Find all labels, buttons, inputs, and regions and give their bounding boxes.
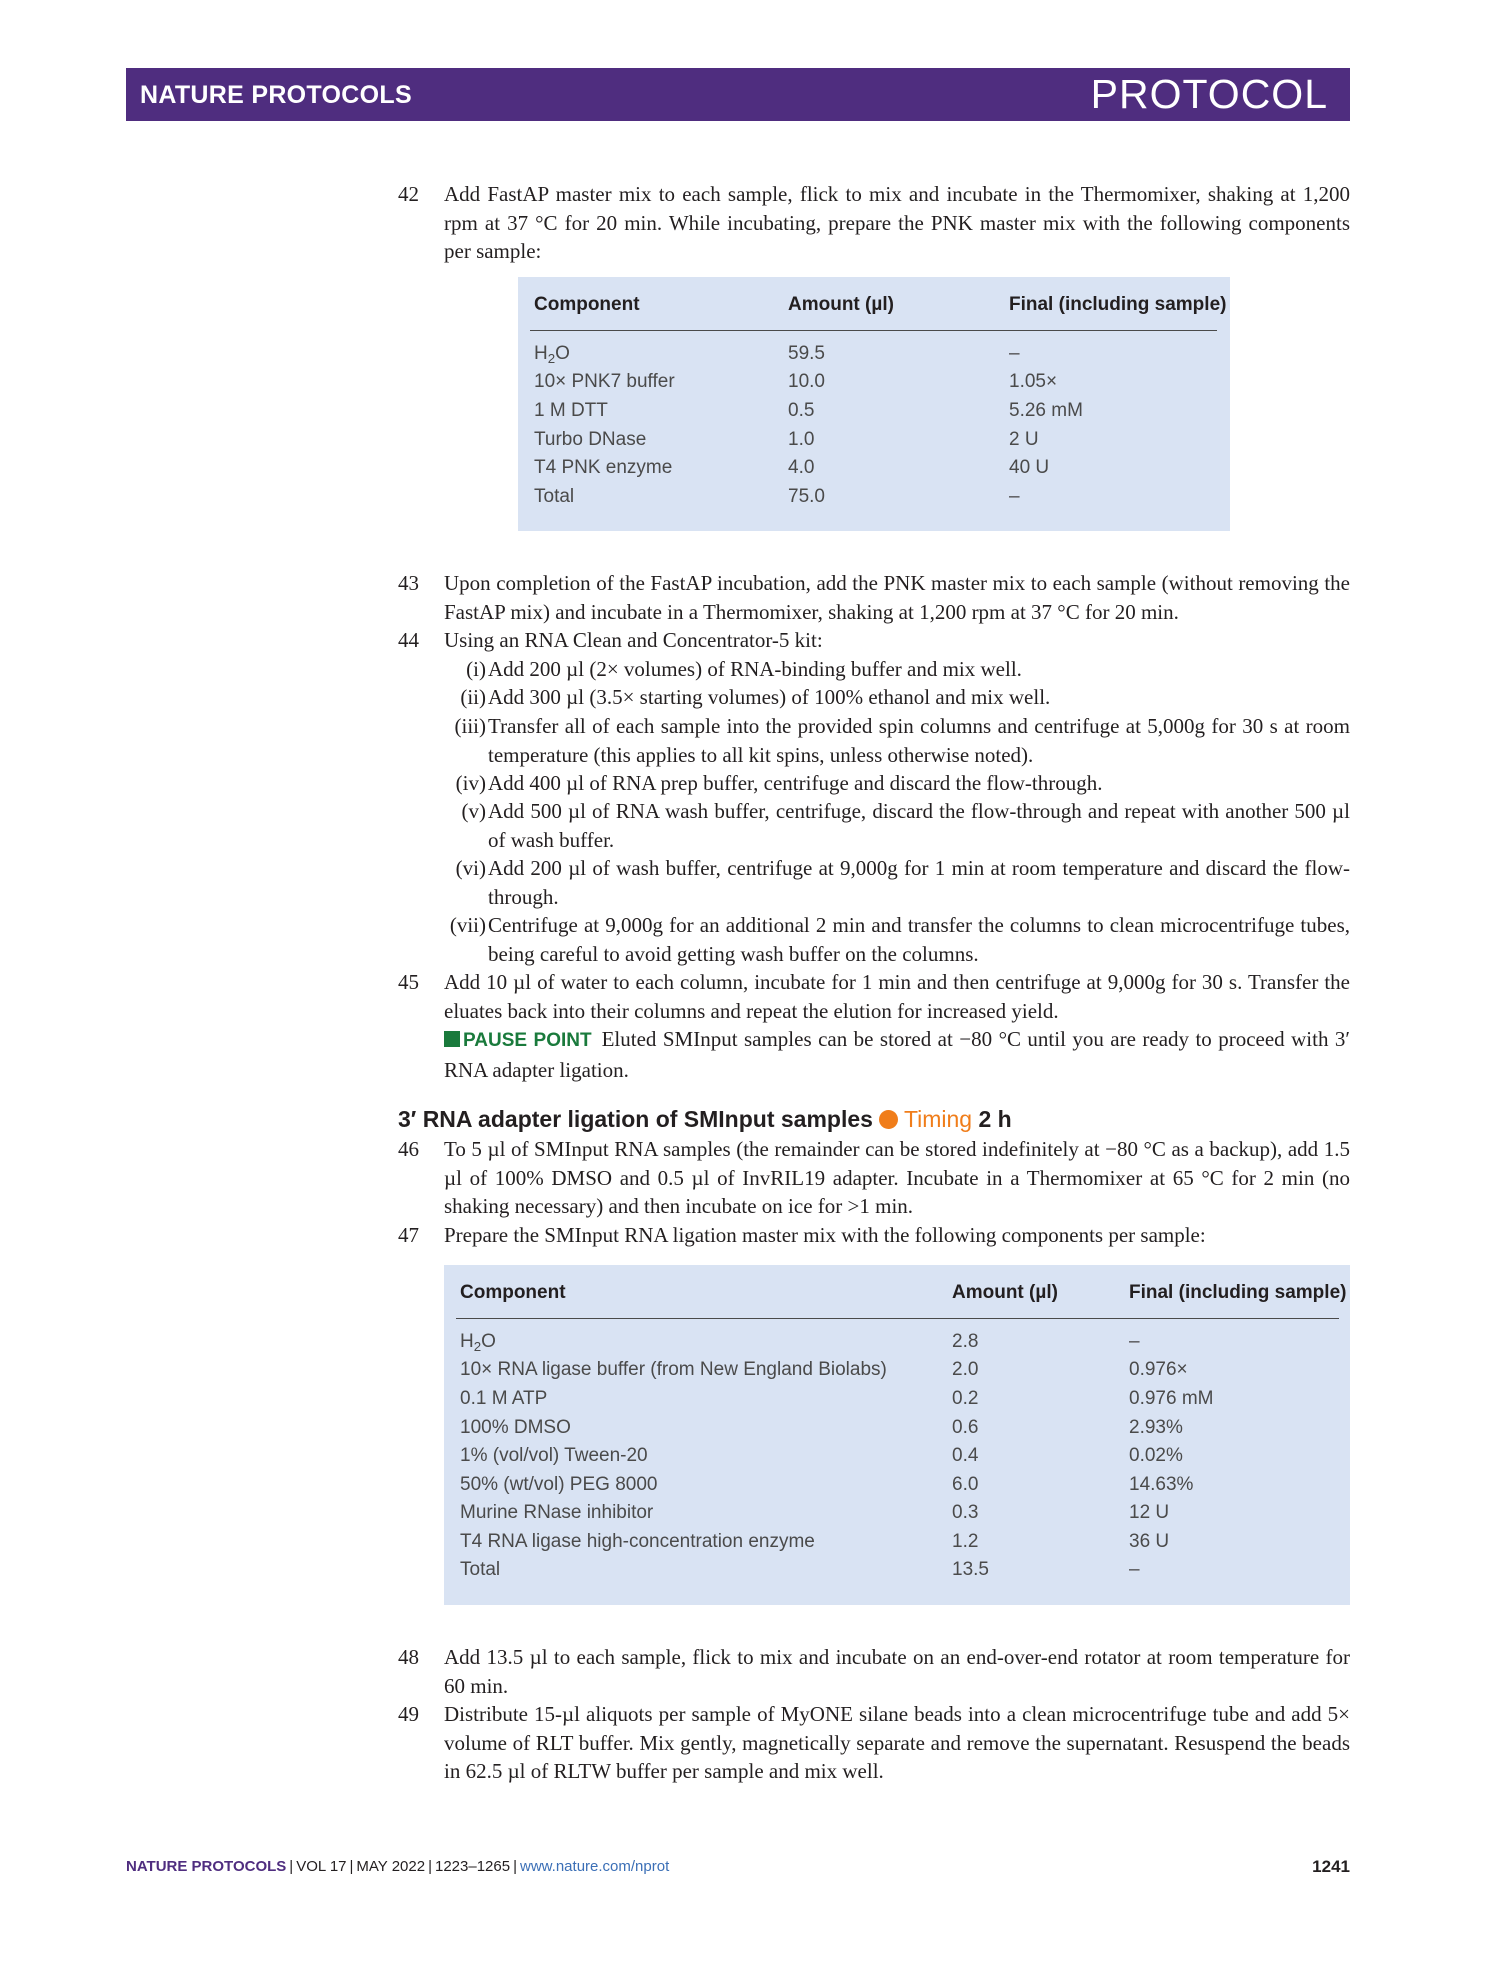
cell-component: 10× RNA ligase buffer (from New England Biolabs) (460, 1359, 887, 1380)
substep-ii (438, 683, 1350, 712)
journal-header-bar (126, 68, 1350, 121)
cell-component: Total (460, 1559, 501, 1580)
cell-amount: 75.0 (788, 486, 825, 507)
step-42 (398, 180, 1350, 266)
cell-amount: 13.5 (952, 1559, 989, 1580)
cell-component: T4 PNK enzyme (534, 457, 673, 478)
cell-component: Turbo DNase (534, 429, 647, 450)
table-header-rule (530, 330, 1217, 331)
step-47 (398, 1221, 1350, 1250)
table-header-final: Final (including sample) (1129, 1282, 1347, 1303)
table-header-rule (456, 1318, 1339, 1319)
cell-amount: 0.3 (952, 1502, 979, 1523)
timing-value: 2 h (978, 1106, 1012, 1132)
step-number: 49 (398, 1702, 419, 1726)
cell-amount: 2.0 (952, 1359, 979, 1380)
section-title-text: 3′ RNA adapter ligation of SMInput samples (398, 1106, 873, 1132)
timing-dot-icon (879, 1110, 898, 1129)
step-46 (398, 1135, 1350, 1221)
cell-amount: 59.5 (788, 343, 825, 364)
pause-point-text: Eluted SMInput samples can be stored at −80 °C until you are ready to proceed with 3′ RNA adapter ligation. (444, 1027, 1350, 1082)
cell-component: 0.1 M ATP (460, 1388, 548, 1409)
footer-journal: NATURE PROTOCOLS (126, 1858, 287, 1875)
substep-text: Transfer all of each sample into the provided spin columns and centrifuge at 5,000g for 30 s at room temperature (this applies to all kit spins, unless otherwise noted). (488, 714, 1350, 767)
section-heading (398, 1106, 1012, 1133)
step-45 (398, 968, 1350, 1025)
substep-text: Add 200 µl (2× volumes) of RNA-binding buffer and mix well. (488, 657, 1022, 681)
substep-iv (438, 769, 1350, 798)
footer-pages: 1223–1265 (435, 1858, 511, 1875)
footer-date: MAY 2022 (356, 1858, 426, 1875)
substep-label: (iii) (454, 714, 486, 738)
cell-component: 10× PNK7 buffer (534, 371, 675, 392)
step-text: Add 13.5 µl to each sample, flick to mix and incubate on an end-over-end rotator at room temperature for 60 min. (444, 1645, 1350, 1698)
step-text: Distribute 15-µl aliquots per sample of MyONE silane beads into a clean microcentrifuge tube and add 5× volume of RLT buffer. Mix gently, magnetically separate and remove the supernatant. Resuspend the beads in 62.5 µl of RLTW buffer per sample and mix well. (444, 1702, 1350, 1783)
cell-component: $H_2O$ (460, 1331, 496, 1354)
step-text: To 5 µl of SMInput RNA samples (the remainder can be stored indefinitely at −80 °C as a backup), add 1.5 µl of 100% DMSO and 0.5 µl of InvRIL19 adapter. Incubate in a Thermomixer at 65 °C for 2 min (no shaking necessary) and then incubate on ice for >1 min. (444, 1137, 1350, 1218)
substep-text: Add 200 µl of wash buffer, centrifuge at 9,000g for 1 min at room temperature and discard the flow-through. (488, 856, 1350, 909)
step-number: 48 (398, 1645, 419, 1669)
substep-i (438, 655, 1350, 684)
step-text: Add FastAP master mix to each sample, flick to mix and incubate in the Thermomixer, shaking at 1,200 rpm at 37 °C for 20 min. While incubating, prepare the PNK master mix with the following components per sample: (444, 182, 1350, 263)
cell-amount: 0.2 (952, 1388, 979, 1409)
pnk-master-mix-table (518, 277, 1230, 531)
cell-component: 50% (wt/vol) PEG 8000 (460, 1474, 658, 1495)
cell-final: – (1009, 486, 1020, 507)
step-number: 42 (398, 182, 419, 206)
pause-point-note (398, 1025, 1350, 1084)
substep-vi (438, 854, 1350, 911)
cell-component: 1 M DTT (534, 400, 608, 421)
cell-amount: 4.0 (788, 457, 815, 478)
cell-amount: 2.8 (952, 1331, 979, 1352)
cell-amount: 0.4 (952, 1445, 979, 1466)
substep-label: (ii) (460, 685, 486, 709)
step-number: 44 (398, 628, 419, 652)
cell-final: 0.976 mM (1129, 1388, 1214, 1409)
timing-label: Timing (903, 1106, 973, 1132)
substep-text: Centrifuge at 9,000g for an additional 2 min and transfer the columns to clean microcentrifuge tubes, being careful to avoid getting wash buffer on the columns. (488, 913, 1350, 966)
cell-component: 1% (vol/vol) Tween-20 (460, 1445, 648, 1466)
substep-vii (438, 911, 1350, 968)
substep-text: Add 300 µl (3.5× starting volumes) of 100% ethanol and mix well. (488, 685, 1051, 709)
substep-text: Add 400 µl of RNA prep buffer, centrifuge and discard the flow-through. (488, 771, 1103, 795)
cell-amount: 1.2 (952, 1531, 979, 1552)
table-header-component: Component (534, 294, 640, 315)
step-number: 45 (398, 970, 419, 994)
substep-label: (i) (466, 657, 486, 681)
journal-name: NATURE PROTOCOLS (140, 81, 412, 109)
cell-final: 2 U (1009, 429, 1039, 450)
cell-final: 5.26 mM (1009, 400, 1083, 421)
cell-final: 12 U (1129, 1502, 1170, 1523)
cell-final: 36 U (1129, 1531, 1170, 1552)
footer-volume: VOL 17 (296, 1858, 347, 1875)
step-49 (398, 1700, 1350, 1786)
step-44 (398, 626, 1350, 655)
substep-v (438, 797, 1350, 854)
page-footer: NATURE PROTOCOLS | VOL 17 | MAY 2022 | 1223–1265 | www.nature.com/nprot (126, 1858, 670, 1875)
table-header-component: Component (460, 1282, 566, 1303)
cell-amount: 1.0 (788, 429, 815, 450)
substep-label: (vi) (455, 856, 486, 880)
substep-iii (438, 712, 1350, 769)
cell-component: Total (534, 486, 575, 507)
cell-final: 1.05× (1009, 371, 1058, 392)
step-48 (398, 1643, 1350, 1700)
cell-final: 14.63% (1129, 1474, 1194, 1495)
cell-final: – (1129, 1331, 1140, 1352)
page-number: 1241 (1312, 1857, 1350, 1876)
cell-component: T4 RNA ligase high-concentration enzyme (460, 1531, 815, 1552)
cell-amount: 6.0 (952, 1474, 979, 1495)
pause-point-label: PAUSE POINT (463, 1030, 592, 1051)
cell-amount: 0.5 (788, 400, 815, 421)
footer-url-link[interactable]: www.nature.com/nprot (520, 1858, 670, 1875)
cell-final: 0.976× (1129, 1359, 1188, 1380)
step-43 (398, 569, 1350, 626)
step-number: 47 (398, 1223, 419, 1247)
substep-label: (vii) (449, 913, 486, 937)
step-text: Using an RNA Clean and Concentrator-5 kit: (444, 628, 823, 652)
substep-label: (v) (461, 799, 486, 823)
cell-final: – (1009, 343, 1020, 364)
table-header-final: Final (including sample) (1009, 294, 1227, 315)
ligation-master-mix-table (444, 1265, 1350, 1605)
cell-amount: 0.6 (952, 1417, 979, 1438)
step-text (444, 968, 1350, 1025)
article-type: PROTOCOL (1090, 71, 1328, 117)
step-45-main-text: Add 10 µl of water to each column, incubate for 1 min and then centrifuge at 9,000g for 30 s. Transfer the eluates back into their columns and repeat the elution for increased yield. (444, 970, 1350, 1023)
substep-text: Add 500 µl of RNA wash buffer, centrifuge, discard the flow-through and repeat with another 500 µl of wash buffer. (488, 799, 1350, 852)
substep-label: (iv) (455, 771, 486, 795)
pause-point-icon (444, 1031, 460, 1047)
table-header-amount: Amount (µl) (952, 1282, 1058, 1303)
cell-component: $H_2O$ (534, 343, 570, 366)
cell-final: – (1129, 1559, 1140, 1580)
cell-final: 2.93% (1129, 1417, 1183, 1438)
step-text: Upon completion of the FastAP incubation, add the PNK master mix to each sample (without removing the FastAP mix) and incubate in a Thermomixer, shaking at 1,200 rpm at 37 °C for 20 min. (444, 571, 1350, 624)
step-text: Prepare the SMInput RNA ligation master mix with the following components per sample: (444, 1223, 1206, 1247)
cell-final: 40 U (1009, 457, 1050, 478)
cell-component: Murine RNase inhibitor (460, 1502, 654, 1523)
step-number: 43 (398, 571, 419, 595)
cell-amount: 10.0 (788, 371, 825, 392)
table-header-amount: Amount (µl) (788, 294, 894, 315)
cell-component: 100% DMSO (460, 1417, 571, 1438)
step-number: 46 (398, 1137, 419, 1161)
cell-final: 0.02% (1129, 1445, 1183, 1466)
